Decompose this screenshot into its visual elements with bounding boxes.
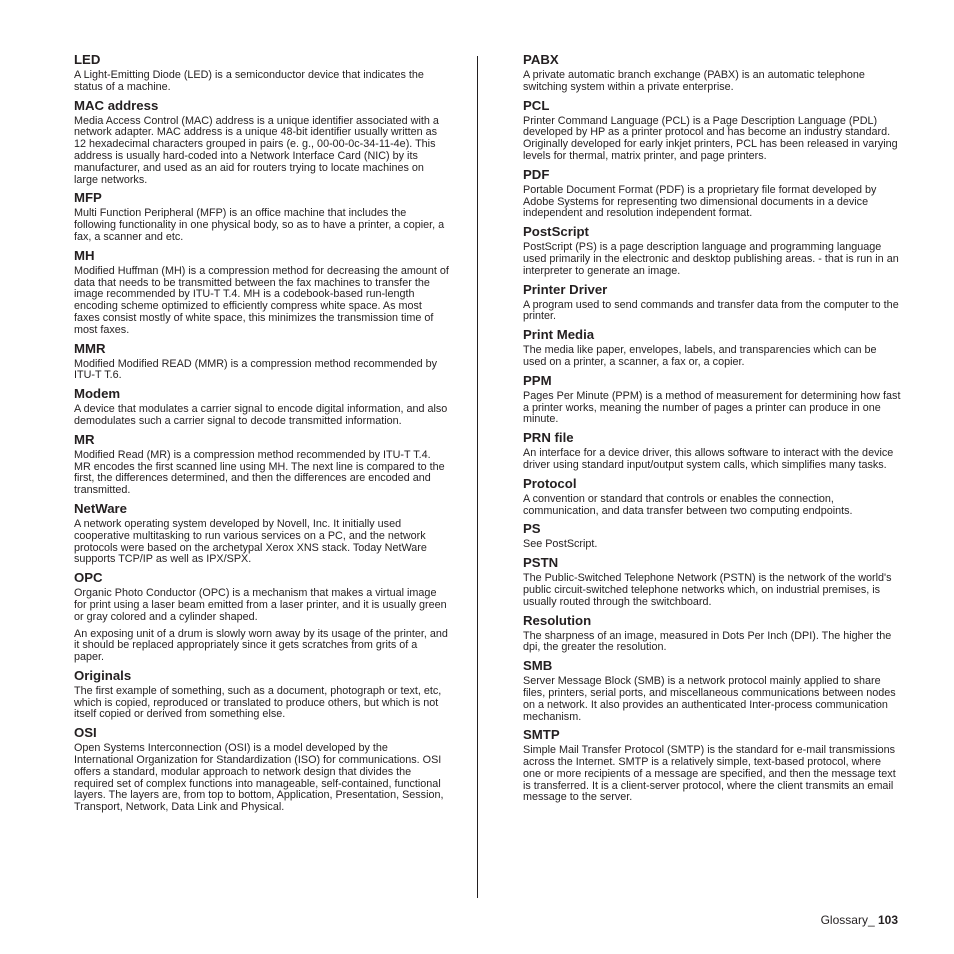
glossary-term: Protocol (523, 475, 577, 491)
glossary-entry-opc (74, 570, 450, 664)
glossary-entry-modem (74, 386, 450, 428)
glossary-definition: A Light-Emitting Diode (LED) is a semiconductor device that indicates the status of a machine. (74, 69, 424, 93)
glossary-entry-resolution (523, 613, 901, 655)
glossary-definition: See PostScript. (523, 538, 598, 551)
glossary-term: NetWare (74, 500, 128, 516)
page-number: 103 (877, 913, 898, 927)
glossary-entry-mfp (74, 190, 450, 243)
glossary-entry-smb (523, 658, 901, 723)
glossary-term: SMTP (523, 727, 560, 743)
glossary-term: PCL (523, 97, 550, 113)
glossary-term: MAC address (74, 97, 159, 113)
glossary-entry-osi (74, 725, 450, 814)
glossary-definition: Modified Huffman (MH) is a compression method for decreasing the amount of data that needs to be transmitted between the fax machines to transfer the image recommended by ITU-T T.4. MH is a codebook-based run-length encoding scheme optimized to efficiently compress white space. As most faxes consist mostly of white space, this minimizes the transmission time of most faxes. (74, 264, 449, 336)
glossary-entry-smtp (523, 727, 901, 804)
glossary-definition: A program used to send commands and transfer data from the computer to the printer. (523, 298, 899, 323)
glossary-definition: Multi Function Peripheral (MFP) is an office machine that includes the following functionality in one physical body, so as to have a printer, a copier, a fax, a scanner and etc. (74, 207, 445, 243)
glossary-entry-pabx (523, 52, 901, 94)
glossary-definition: The media like paper, envelopes, labels, and transparencies which can be used on a printer, a scanner, a fax or, a copier. (523, 344, 877, 368)
glossary-term: PRN file (523, 430, 574, 446)
glossary-definition: Pages Per Minute (PPM) is a method of measurement for determining how fast a printer works, meaning the number of pages a printer can produce in one minute. (523, 389, 901, 426)
footer-section-label: Glossary_ (820, 913, 875, 927)
right-column (523, 52, 901, 804)
glossary-term: Printer Driver (523, 281, 608, 297)
glossary-entry-mh (74, 248, 450, 337)
left-column (74, 52, 450, 814)
glossary-definition: PostScript (PS) is a page description language and programming language used primarily in the electronic and desktop publishing areas. - that is run in an interpreter to generate an image. (523, 241, 899, 277)
glossary-term: PABX (523, 52, 559, 67)
glossary-term: OSI (74, 725, 97, 741)
glossary-definition: A convention or standard that controls or enables the connection, communication, and data transfer between two computing endpoints. (523, 492, 853, 517)
glossary-definition: Portable Document Format (PDF) is a proprietary file format developed by Adobe Systems for representing two dimensional documents in a device independent and resolution independent format. (523, 183, 877, 220)
glossary-definition: The first example of something, such as a document, photograph or text, etc, which is copied, reproduced or translated to produce others, but which is not itself copied or derived from something else. (74, 684, 442, 721)
glossary-term: MH (74, 247, 95, 263)
glossary-definition: Open Systems Interconnection (OSI) is a model developed by the International Organization for Standardization (ISO) for communications. OSI offers a standard, modular approach to network design that divides the required set of complex functions into manageable, self-contained, functional layers. The layers are, from top to bottom, Application, Presentation, Session, Transport, Network, Data Link and Physical. (74, 742, 444, 814)
glossary-definition: An exposing unit of a drum is slowly worn away by its usage of the printer, and it should be replaced appropriately since it gets scratches from grits of a paper. (74, 627, 448, 664)
column-divider (477, 56, 478, 898)
glossary-definition: Organic Photo Conductor (OPC) is a mechanism that makes a virtual image for print using a laser beam emitted from a laser printer, and it is usually green or gray colored and a cylinder shaped. (74, 587, 447, 623)
glossary-definition: The Public-Switched Telephone Network (PSTN) is the network of the world's public circuit-switched telephone networks which, on industrial premises, is usually routed through the switchboard. (523, 572, 892, 608)
glossary-entry-printer-driver (523, 282, 901, 324)
glossary-term: PSTN (523, 555, 559, 571)
glossary-term: Modem (74, 386, 121, 402)
glossary-term: PPM (523, 372, 552, 388)
glossary-definition: Media Access Control (MAC) address is a unique identifier associated with a network adapter. MAC address is a unique 48-bit identifier usually written as 12 hexadecimal characters grouped in pairs (e. g., 00-00-0c-34-11-4e). This address is usually hard-coded into a Network Interface Card (NIC) by its manufacturer, and used as an aid for routers trying to locate machines on large networks. (74, 114, 439, 186)
glossary-entry-pcl (523, 98, 901, 163)
glossary-entry-ps (523, 521, 901, 551)
glossary-entry-led (74, 52, 450, 94)
glossary-definition: Modified Read (MR) is a compression method recommended by ITU-T T.4. MR encodes the first scanned line using MH. The next line is compared to the first, the differences determined, and then the differences are encoded and transmitted. (74, 448, 445, 497)
glossary-entry-ppm (523, 373, 901, 426)
glossary-definition: A network operating system developed by Novell, Inc. It initially used cooperative multitasking to run various services on a PC, and the network protocols were based on the archetypal Xerox XNS stack. Today NetWare supports TCP/IP as well as IPX/SPX. (74, 517, 427, 566)
glossary-definition: The sharpness of an image, measured in Dots Per Inch (DPI). The higher the dpi, the greater the resolution. (523, 629, 892, 654)
glossary-definition: An interface for a device driver, this allows software to interact with the device driver using standard input/output system calls, which simplifies many tasks. (523, 447, 894, 471)
glossary-term: PostScript (523, 224, 589, 240)
glossary-term: SMB (523, 658, 553, 674)
page-footer (821, 912, 898, 928)
glossary-entry-protocol (523, 476, 901, 518)
glossary-entry-postscript (523, 224, 901, 277)
glossary-definition: Server Message Block (SMB) is a network protocol mainly applied to share files, printers, serial ports, and miscellaneous communications between nodes on a network. It also provides an authenticated Inter-process communication mechanism. (523, 675, 896, 723)
glossary-term: OPC (74, 570, 103, 586)
glossary-term: Print Media (523, 327, 595, 343)
glossary-term: Originals (74, 667, 132, 683)
glossary-entry-print-media (523, 327, 901, 369)
glossary-term: LED (74, 52, 101, 67)
glossary-term: MMR (74, 340, 106, 356)
glossary-term: Resolution (523, 612, 592, 628)
glossary-entry-mr (74, 432, 450, 497)
glossary-term: PDF (523, 166, 550, 182)
glossary-entry-mac-address (74, 98, 450, 187)
glossary-entry-pdf (523, 167, 901, 220)
glossary-entry-prn-file (523, 430, 901, 472)
glossary-definition: Modified Modified READ (MMR) is a compression method recommended by ITU-T T.6. (74, 357, 438, 382)
glossary-entry-pstn (523, 555, 901, 608)
glossary-definition: A device that modulates a carrier signal to encode digital information, and also demodulates such a carrier signal to decode transmitted information. (74, 403, 448, 427)
glossary-term: MR (74, 431, 95, 447)
glossary-definition: Printer Command Language (PCL) is a Page Description Language (PDL) developed by HP as a printer protocol and has become an industry standard. Originally developed for early inkjet printers, PCL has been released in varying levels for thermal, matrix printer, and page printers. (523, 114, 898, 162)
glossary-definition: Simple Mail Transfer Protocol (SMTP) is the standard for e-mail transmissions across the Internet. SMTP is a relatively simple, text-based protocol, where one or more recipients of a message are specified, and then the message text is transferred. It is a client-server protocol, where the client transmits an email message to the server. (523, 744, 896, 804)
glossary-entry-mmr (74, 341, 450, 383)
glossary-definition: A private automatic branch exchange (PABX) is an automatic telephone switching system within a private enterprise. (523, 69, 865, 93)
glossary-entry-originals (74, 668, 450, 721)
glossary-entry-netware (74, 501, 450, 566)
glossary-term: PS (523, 521, 541, 537)
glossary-term: MFP (74, 190, 102, 206)
